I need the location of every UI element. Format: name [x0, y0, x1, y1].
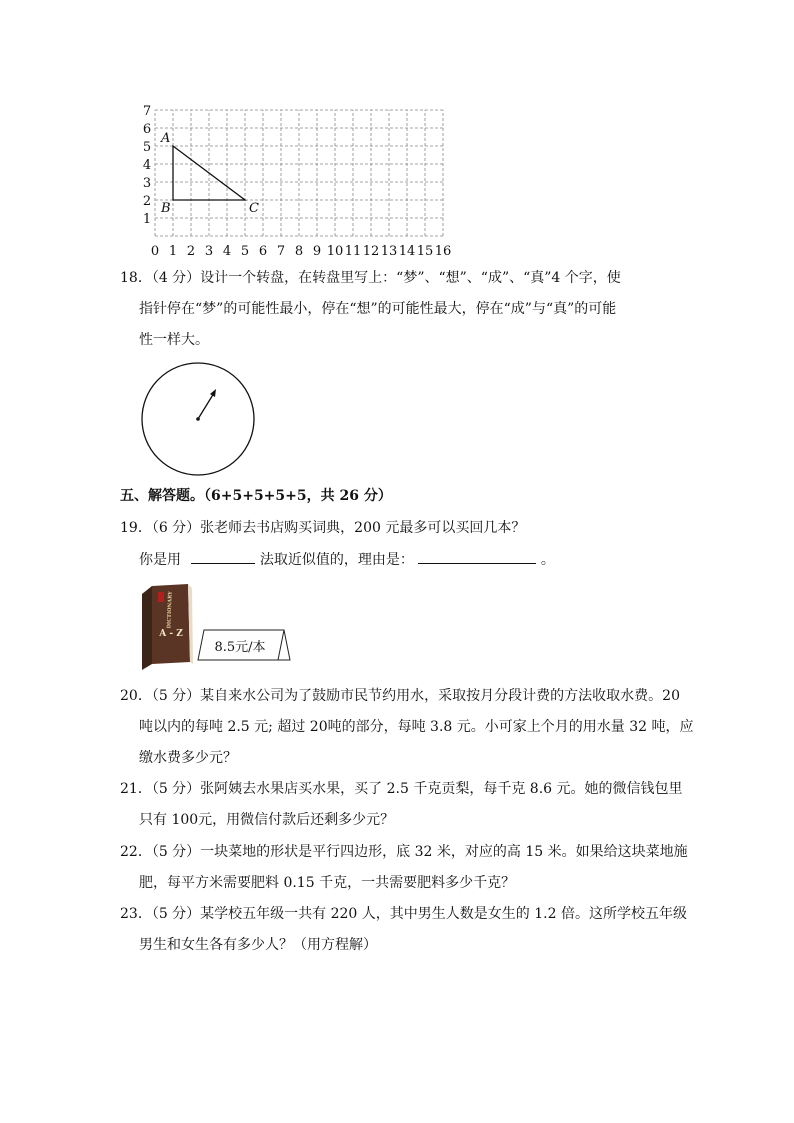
spinner-pointer: [198, 393, 214, 419]
spinner-arrow-head: [210, 389, 216, 397]
q20-line1: 20．（5 分）某自来水公司为了鼓励市民节约用水，采取按月分段计费的方法收取水费。20: [120, 688, 680, 704]
q19-line1: 19．（6 分）张老师去书店购买词典，200 元最多可以买回几本？: [120, 520, 526, 536]
method-blank[interactable]: [191, 549, 255, 564]
grid-x-tick-label: 12: [362, 244, 380, 259]
grid-x-tick-label: 8: [294, 244, 304, 259]
vertex-label-c: C: [249, 201, 259, 216]
grid-y-tick-label: 5: [142, 140, 152, 155]
grid-y-tick-label: 6: [142, 122, 152, 137]
grid-y-tick-label: 2: [142, 194, 152, 209]
section-heading: 五、解答题。（6+5+5+5+5，共 26 分）: [120, 488, 392, 504]
spinner-figure: [138, 360, 258, 478]
grid-x-tick-label: 16: [434, 244, 452, 259]
q21-line2: 只有 100元，用微信付款后还剩多少元？: [139, 812, 395, 828]
vertex-label-a: A: [161, 131, 171, 146]
q18-line1: 18．（4 分）设计一个转盘，在转盘里写上：“梦”、“想”、“成”、“真”4 个字，使: [120, 270, 621, 286]
grid-x-tick-label: 9: [312, 244, 322, 259]
grid-y-tick-label: 7: [142, 104, 152, 119]
grid-x-tick-label: 5: [240, 244, 250, 259]
q21-line1: 21．（5 分）张阿姨去水果店买水果，买了 2.5 千克贡梨，每千克 8.6 元。她的微信钱包里: [120, 781, 683, 797]
dictionary-figure: [138, 584, 298, 670]
q23-line2: 男生和女生各有多少人？（用方程解）: [139, 937, 377, 953]
vertex-label-b: B: [161, 201, 171, 216]
book-ribbon: [158, 592, 164, 602]
grid-x-tick-label: 1: [168, 244, 178, 259]
coordinate-grid: [135, 100, 465, 260]
grid-y-tick-label: 1: [142, 212, 152, 227]
grid-x-tick-label: 2: [186, 244, 196, 259]
grid-x-tick-label: 11: [344, 244, 362, 259]
q18-line3: 性一样大。: [139, 332, 209, 348]
grid-x-tick-label: 3: [204, 244, 214, 259]
q19-text-b: 法取近似值的，理由是：: [259, 552, 414, 568]
grid-x-tick-label: 0: [150, 244, 160, 259]
q20-line2: 吨以内的每吨 2.5 元; 超过 20吨的部分，每吨 3.8 元。小可家上个月的用水量 32 吨，应: [139, 719, 694, 735]
reason-blank[interactable]: [418, 549, 536, 564]
grid-y-tick-label: 3: [142, 176, 152, 191]
q20-line3: 缴水费多少元？: [139, 750, 237, 766]
grid-x-tick-label: 4: [222, 244, 232, 259]
grid-y-tick-label: 4: [142, 158, 152, 173]
q22-line2: 肥，每平方米需要肥料 0.15 千克，一共需要肥料多少千克？: [139, 875, 516, 891]
book-spine: [142, 586, 152, 670]
price-tag-label: 8.5元/本: [214, 640, 266, 655]
q23-line1: 23．（5 分）某学校五年级一共有 220 人，其中男生人数是女生的 1.2 倍。这所学校五年级: [120, 906, 687, 922]
grid-x-tick-label: 15: [416, 244, 434, 259]
q22-line1: 22．（5 分）一块菜地的形状是平行四边形，底 32 米，对应的高 15 米。如果给这块菜地施: [120, 844, 688, 860]
grid-x-tick-label: 13: [380, 244, 398, 259]
grid-x-tick-label: 14: [398, 244, 416, 259]
q19-line2: [139, 549, 555, 570]
q19-text-a: 你是用: [139, 552, 181, 568]
q19-text-c: 。: [540, 552, 555, 568]
grid-x-tick-label: 6: [258, 244, 268, 259]
grid-x-tick-label: 10: [326, 244, 344, 259]
q18-line2: 指针停在“梦”的可能性最小，停在“想”的可能性最大，停在“成”与“真”的可能: [139, 301, 617, 317]
book-mid-label: A - Z: [159, 629, 183, 639]
book-top-label: DICTIONARY: [166, 591, 174, 629]
grid-x-tick-label: 7: [276, 244, 286, 259]
